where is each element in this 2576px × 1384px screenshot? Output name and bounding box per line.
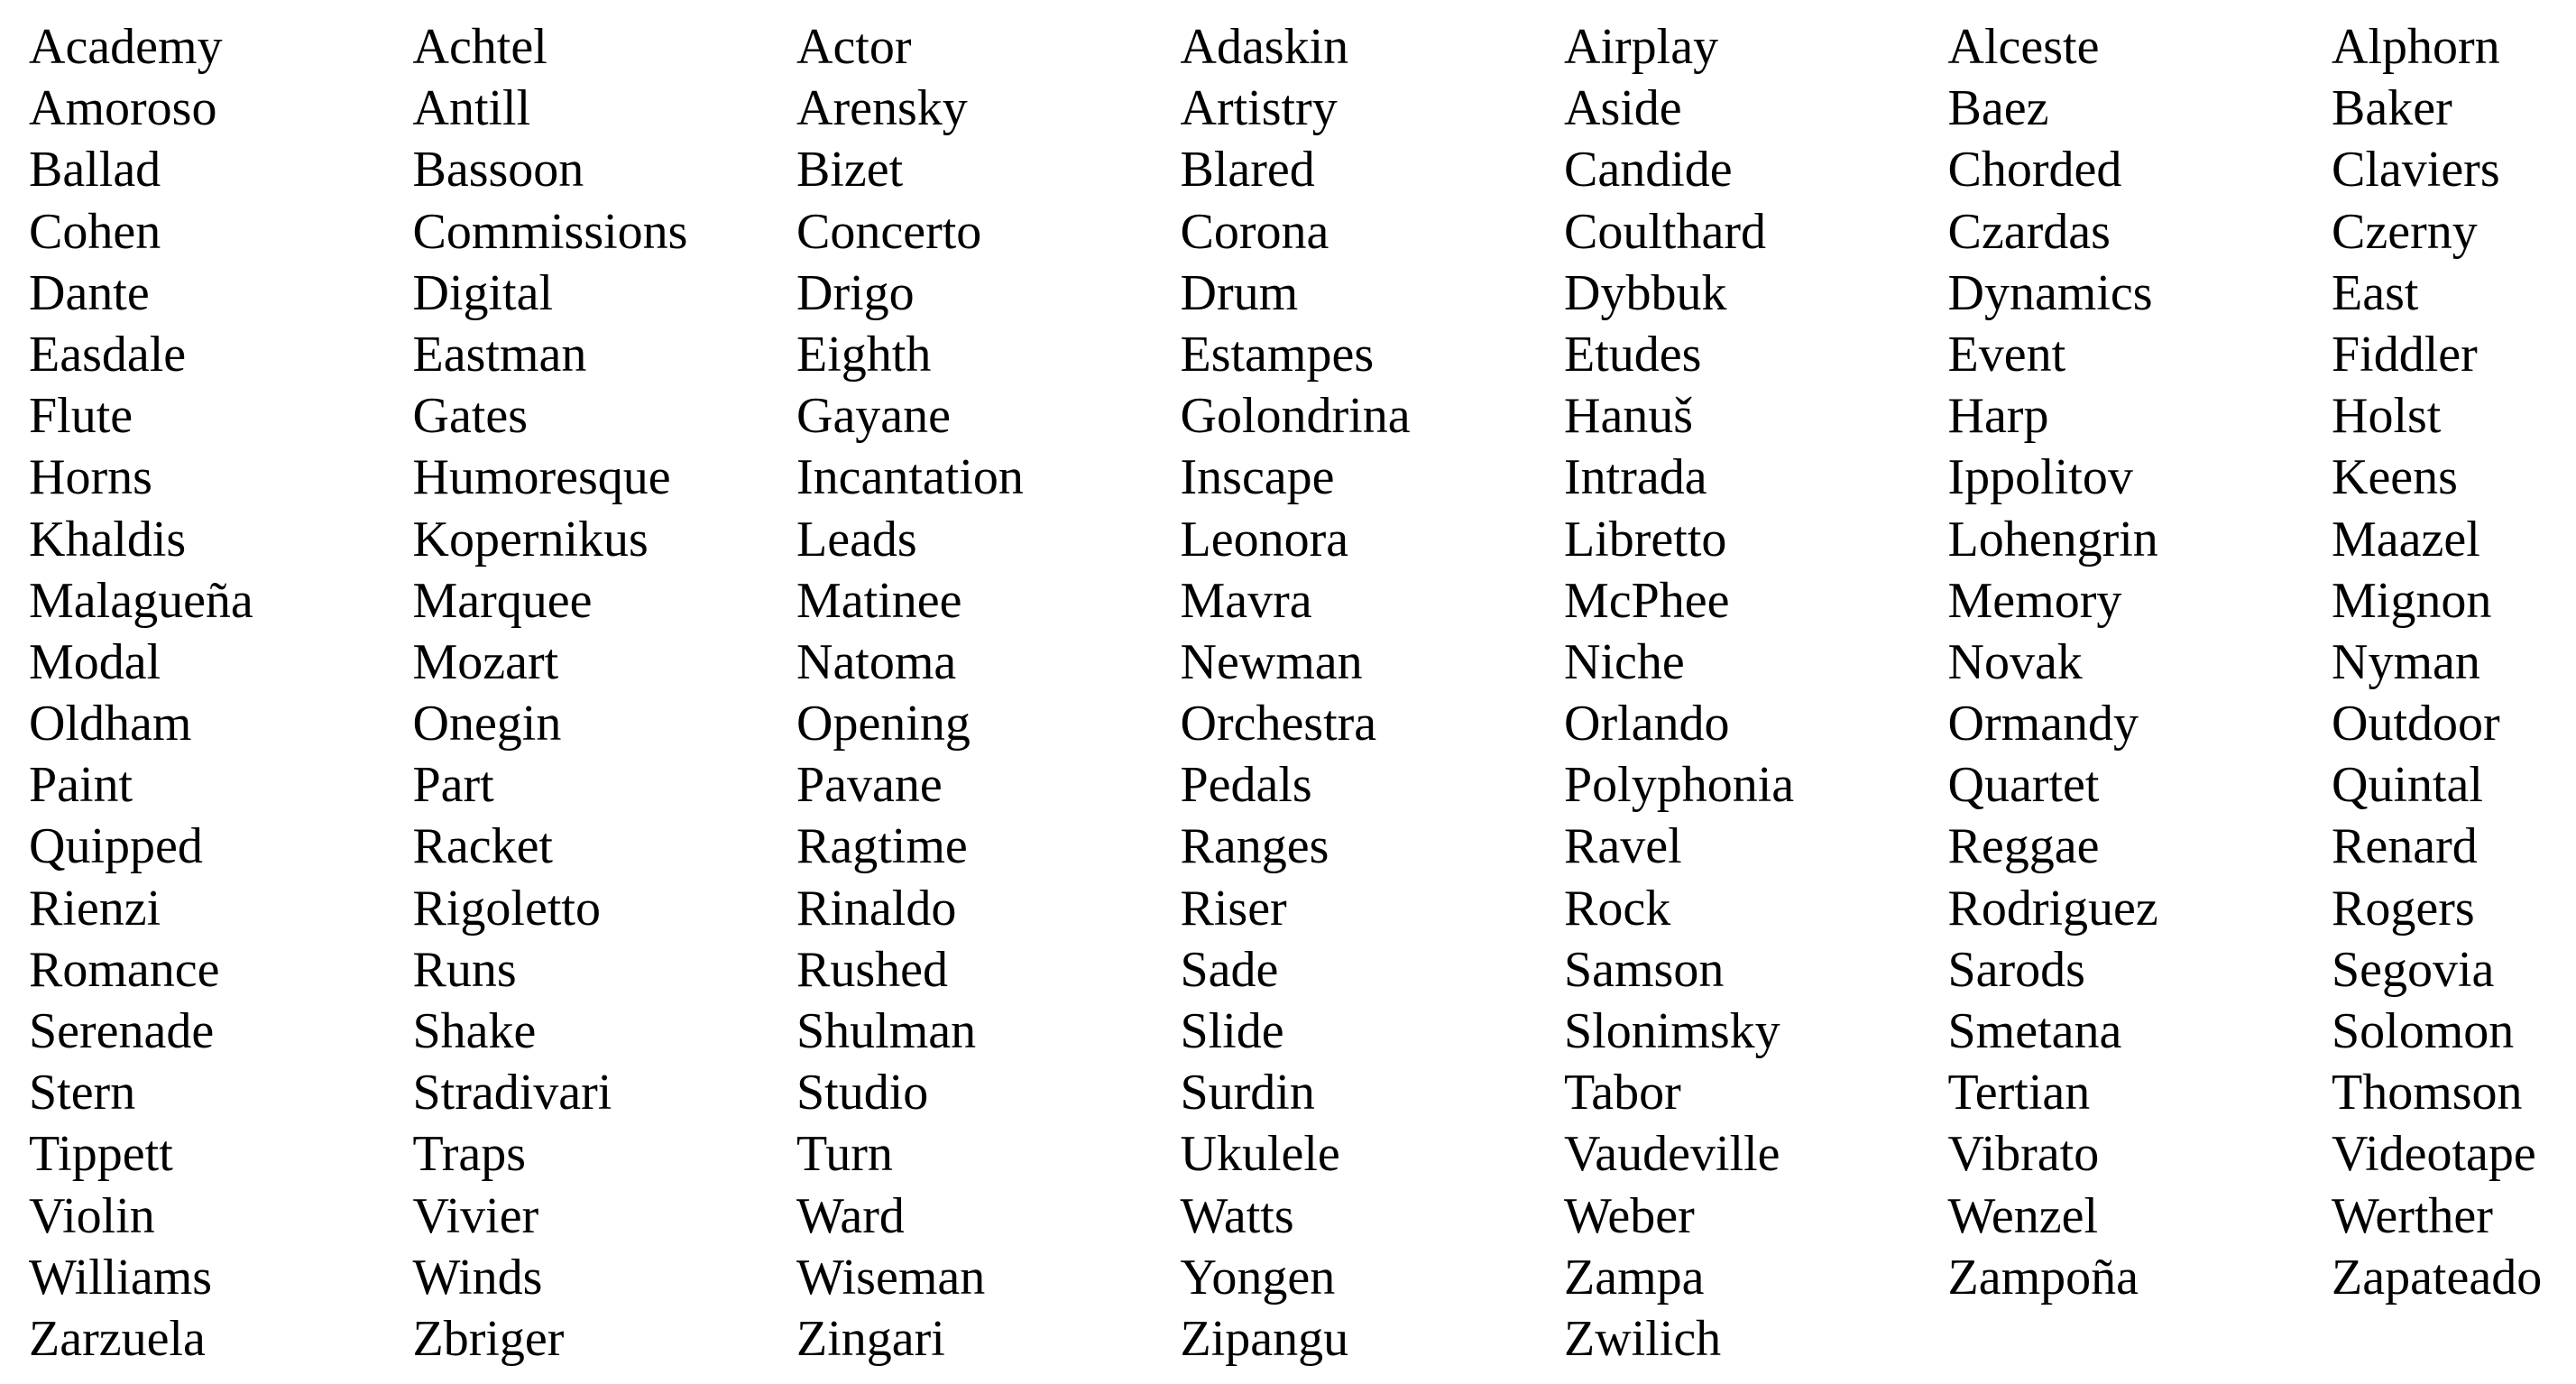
word-cell: Leonora (1180, 511, 1349, 567)
word-cell: Thomson (2332, 1065, 2523, 1121)
word-cell: Zapateado (2332, 1249, 2543, 1306)
word-cell: Natoma (796, 633, 957, 690)
word-cell: Vibrato (1947, 1126, 2100, 1183)
word-cell: Part (412, 757, 494, 814)
word-cell: Wiseman (796, 1249, 986, 1306)
word-cell: Smetana (1947, 1003, 2122, 1059)
word-cell: Surdin (1180, 1065, 1315, 1121)
word-cell: Tippett (29, 1126, 173, 1183)
word-cell: Quipped (29, 818, 203, 875)
word-cell: Fiddler (2332, 326, 2478, 383)
word-cell: Holst (2332, 388, 2442, 445)
word-cell: Rienzi (29, 880, 161, 937)
word-cell: Inscape (1180, 449, 1335, 506)
word-cell: Watts (1180, 1187, 1294, 1244)
word-cell: Bassoon (412, 142, 584, 198)
word-cell: Actor (796, 19, 912, 75)
word-cell: Commissions (412, 203, 688, 260)
word-cell: Arensky (796, 80, 968, 137)
word-cell: Amoroso (29, 80, 217, 137)
word-cell: Coulthard (1564, 203, 1766, 260)
word-cell: Blared (1180, 142, 1315, 198)
word-cell: Sarods (1947, 941, 2085, 998)
word-cell: Vivier (412, 1187, 539, 1244)
word-cell: Keens (2332, 449, 2458, 506)
word-cell: Rushed (796, 941, 948, 998)
word-cell: Czerny (2332, 203, 2478, 260)
word-cell: Airplay (1564, 19, 1719, 75)
word-cell: Cohen (29, 203, 161, 260)
word-cell: Malagueña (29, 572, 253, 629)
word-cell: Chorded (1947, 142, 2122, 198)
word-cell: Stradivari (412, 1065, 612, 1121)
word-cell: Adaskin (1180, 19, 1349, 75)
word-cell: Rinaldo (796, 880, 957, 937)
word-cell: Quartet (1947, 757, 2100, 814)
word-cell: Candide (1564, 142, 1733, 198)
word-cell: Stern (29, 1065, 136, 1121)
word-cell: Kopernikus (412, 511, 649, 567)
word-cell: Romance (29, 941, 220, 998)
word-grid (29, 16, 2576, 1370)
word-cell: Zwilich (1564, 1310, 1722, 1367)
word-cell: Rodriguez (1947, 880, 2158, 937)
word-cell: Ward (796, 1187, 905, 1244)
word-cell: Orchestra (1180, 696, 1377, 752)
word-cell: Flute (29, 388, 133, 445)
word-cell: Orlando (1564, 696, 1730, 752)
word-cell: Traps (412, 1126, 527, 1183)
word-cell: Videotape (2332, 1126, 2536, 1183)
word-cell: Studio (796, 1065, 929, 1121)
word-cell: Harp (1947, 388, 2049, 445)
word-cell: Czardas (1947, 203, 2111, 260)
word-cell: Dante (29, 264, 150, 321)
word-cell: Etudes (1564, 326, 1702, 383)
word-cell: Gates (412, 388, 529, 445)
word-cell: Newman (1180, 633, 1363, 690)
word-cell: Oldham (29, 696, 192, 752)
word-cell: Rogers (2332, 880, 2475, 937)
word-cell: Baker (2332, 80, 2452, 137)
word-cell: Memory (1947, 572, 2122, 629)
word-cell: Dynamics (1947, 264, 2153, 321)
word-cell: Shake (412, 1003, 537, 1059)
word-cell: Riser (1180, 880, 1287, 937)
word-cell: Nyman (2332, 633, 2480, 690)
word-cell: Weber (1564, 1187, 1695, 1244)
word-cell: Opening (796, 696, 971, 752)
word-cell: McPhee (1564, 572, 1730, 629)
word-cell: Corona (1180, 203, 1329, 260)
word-cell: Werther (2332, 1187, 2493, 1244)
word-cell: Zingari (796, 1310, 945, 1367)
word-cell: Ukulele (1180, 1126, 1340, 1183)
word-cell: Rigoletto (412, 880, 601, 937)
word-cell: Turn (796, 1126, 893, 1183)
word-cell: Incantation (796, 449, 1024, 506)
word-cell: Eighth (796, 326, 932, 383)
word-cell: Intrada (1564, 449, 1707, 506)
word-cell: Alphorn (2332, 19, 2500, 75)
word-cell: Shulman (796, 1003, 977, 1059)
word-cell: Academy (29, 19, 223, 75)
word-cell: Drigo (796, 264, 915, 321)
word-cell: Ballad (29, 142, 161, 198)
word-cell: Mavra (1180, 572, 1312, 629)
word-cell: Baez (1947, 80, 2049, 137)
word-cell: Dybbuk (1564, 264, 1727, 321)
word-cell: Rock (1564, 880, 1671, 937)
word-cell: Antill (412, 80, 531, 137)
word-cell: Drum (1180, 264, 1299, 321)
word-cell: Horns (29, 449, 152, 506)
word-cell: Niche (1564, 633, 1685, 690)
word-cell: Alceste (1947, 19, 2100, 75)
word-cell: Outdoor (2332, 696, 2500, 752)
word-cell: Sade (1180, 941, 1279, 998)
word-cell: Novak (1947, 633, 2083, 690)
word-cell: Polyphonia (1564, 757, 1795, 814)
word-cell: Renard (2332, 818, 2478, 875)
word-cell: Golondrina (1180, 388, 1411, 445)
word-cell: Onegin (412, 696, 562, 752)
word-cell: Zbriger (412, 1310, 565, 1367)
word-cell: Quintal (2332, 757, 2483, 814)
word-cell: Yongen (1180, 1249, 1336, 1306)
word-cell: Artistry (1180, 80, 1338, 137)
word-cell (2332, 1308, 2576, 1370)
word-cell: Segovia (2332, 941, 2495, 998)
word-cell: Marquee (412, 572, 593, 629)
word-cell: Estampes (1180, 326, 1375, 383)
word-cell: Runs (412, 941, 517, 998)
word-cell: Matinee (796, 572, 962, 629)
word-cell: Samson (1564, 941, 1725, 998)
word-cell: Leads (796, 511, 917, 567)
word-cell: Digital (412, 264, 554, 321)
word-cell: Zampoña (1947, 1249, 2139, 1306)
word-cell: Humoresque (412, 449, 671, 506)
word-cell (1948, 1308, 2332, 1370)
word-cell: Modal (29, 633, 161, 690)
word-cell: Reggae (1947, 818, 2100, 875)
word-cell: Ormandy (1947, 696, 2139, 752)
word-cell: Slide (1180, 1003, 1284, 1059)
word-cell: Easdale (29, 326, 187, 383)
word-cell: Solomon (2332, 1003, 2515, 1059)
word-cell: Ranges (1180, 818, 1329, 875)
word-cell: Khaldis (29, 511, 187, 567)
word-cell: Racket (412, 818, 553, 875)
word-cell: Zampa (1564, 1249, 1705, 1306)
word-cell: Mozart (412, 633, 559, 690)
word-cell: Winds (412, 1249, 543, 1306)
word-cell: Tertian (1947, 1065, 2091, 1121)
word-cell: Bizet (796, 142, 904, 198)
word-cell: Maazel (2332, 511, 2480, 567)
word-cell: Aside (1564, 80, 1682, 137)
word-cell: Vaudeville (1564, 1126, 1780, 1183)
word-cell: Ravel (1564, 818, 1682, 875)
word-cell: Claviers (2332, 142, 2500, 198)
word-cell: Slonimsky (1564, 1003, 1780, 1059)
word-cell: Lohengrin (1947, 511, 2158, 567)
word-cell: Serenade (29, 1003, 215, 1059)
word-cell: Zipangu (1180, 1310, 1349, 1367)
word-cell: Tabor (1564, 1065, 1681, 1121)
word-cell: East (2332, 264, 2419, 321)
word-cell: Achtel (412, 19, 547, 75)
word-cell: Ragtime (796, 818, 968, 875)
word-cell: Concerto (796, 203, 982, 260)
word-cell: Hanuš (1564, 388, 1694, 445)
word-cell: Violin (29, 1187, 155, 1244)
word-cell: Paint (29, 757, 133, 814)
word-cell: Pedals (1180, 757, 1312, 814)
word-cell: Libretto (1564, 511, 1727, 567)
word-cell: Ippolitov (1947, 449, 2133, 506)
word-cell: Event (1947, 326, 2066, 383)
word-cell: Wenzel (1947, 1187, 2098, 1244)
word-cell: Pavane (796, 757, 943, 814)
word-cell: Mignon (2332, 572, 2492, 629)
word-cell: Williams (29, 1249, 213, 1306)
word-cell: Eastman (412, 326, 587, 383)
word-cell: Gayane (796, 388, 952, 445)
word-cell: Zarzuela (29, 1310, 206, 1367)
